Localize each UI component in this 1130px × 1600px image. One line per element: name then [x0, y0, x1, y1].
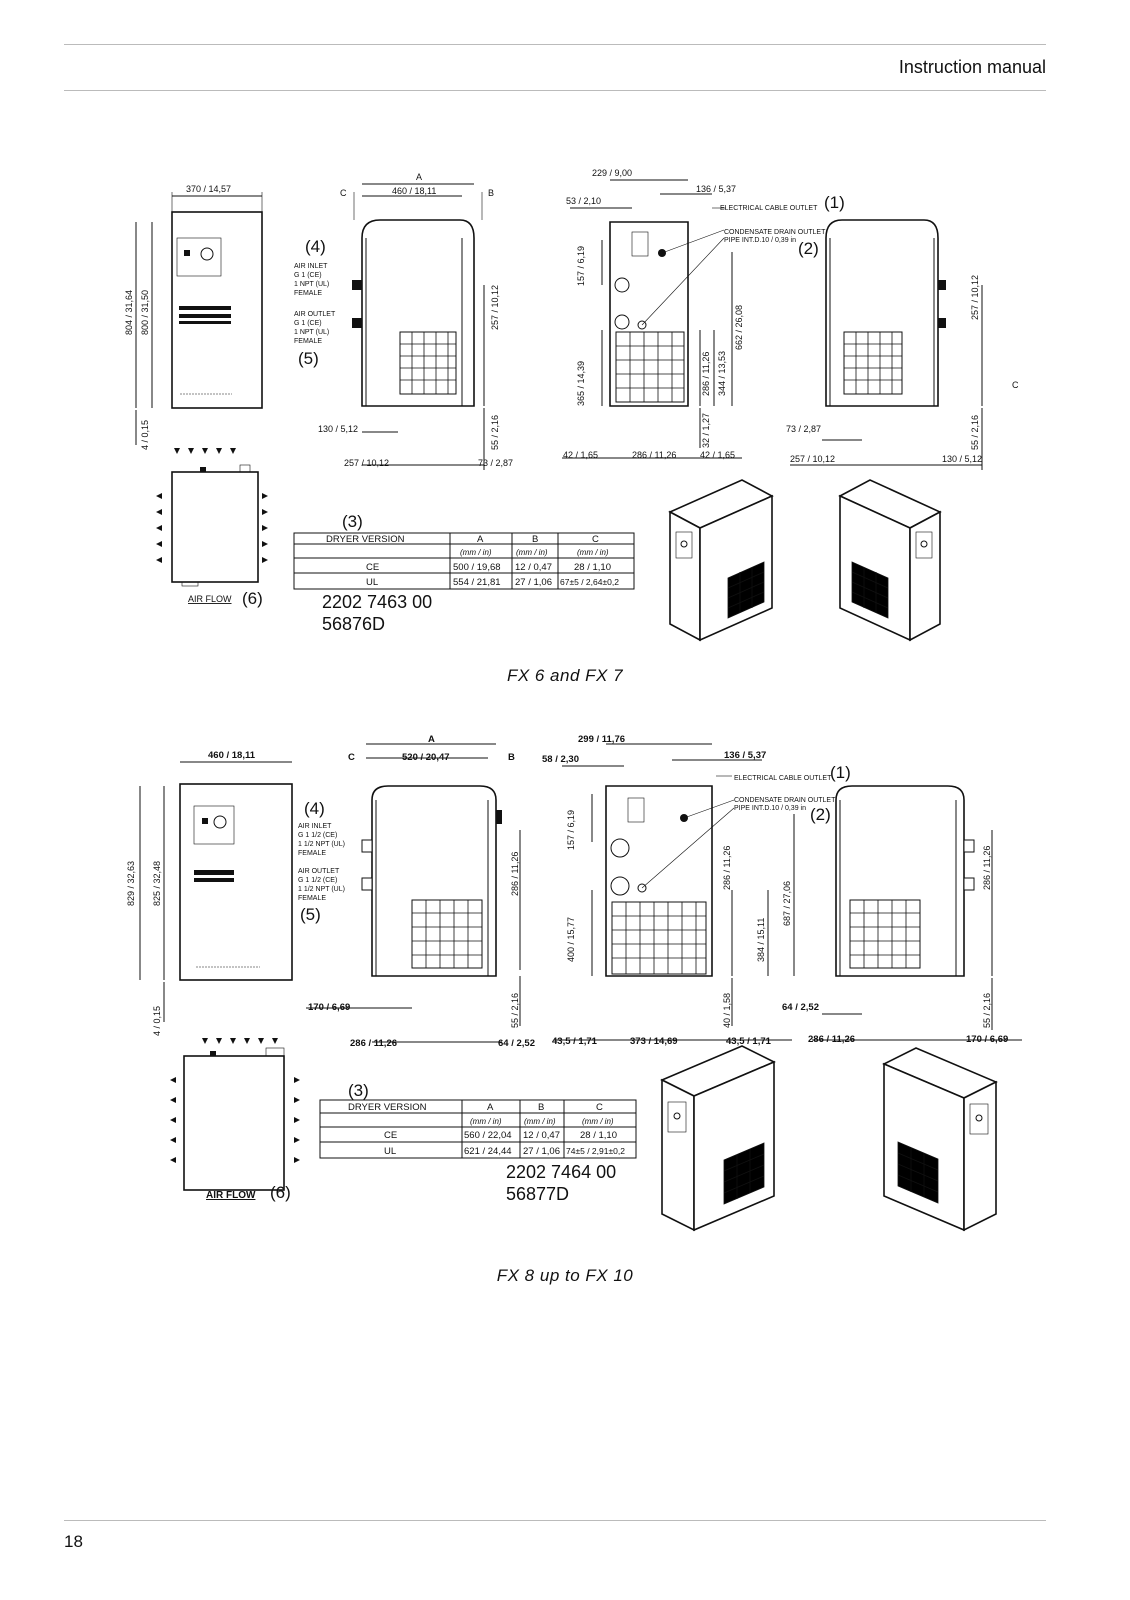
callout-5: (5): [298, 349, 319, 368]
table-row-ce-a: 560 / 22,04: [464, 1130, 512, 1141]
dim-C: C: [340, 188, 347, 198]
figure-caption-fx8-fx10: FX 8 up to FX 10: [496, 1266, 634, 1285]
air-outlet-label-2: 1 1/2 NPT (UL): [298, 886, 345, 893]
callout-6: (6): [270, 1183, 291, 1202]
label-drain-0: CONDENSATE DRAIN OUTLET: [734, 797, 836, 804]
side-view: [352, 184, 484, 470]
table-unit-b: (mm / in): [516, 548, 548, 557]
table-row-ce-b: 12 / 0,47: [523, 1130, 560, 1141]
dim-height-1: 804 / 31,64: [124, 289, 134, 335]
label-cable-outlet: ELECTRICAL CABLE OUTLET: [720, 205, 818, 212]
front-view: [140, 762, 292, 1022]
air-outlet-label-0: AIR OUTLET: [298, 868, 340, 875]
dim-rear-42a: 42 / 1,65: [563, 450, 599, 460]
table-unit-b: (mm / in): [524, 1117, 556, 1126]
table-row-ul-b: 27 / 1,06: [523, 1146, 560, 1157]
drawing-code: 56877D: [506, 1184, 570, 1204]
dim-rear-43a: 43,5 / 1,71: [552, 1036, 597, 1047]
header-rule-top: [64, 44, 1046, 45]
header-rule-bottom: [64, 90, 1046, 91]
table-unit-a: (mm / in): [470, 1117, 502, 1126]
dim-rear-687: 687 / 27,06: [782, 880, 792, 926]
table-unit-c: (mm / in): [582, 1117, 614, 1126]
callout-3: (3): [348, 1081, 369, 1100]
table-row-ul-c: 74±5 / 2,91±0,2: [566, 1146, 625, 1156]
dim-A: A: [428, 734, 435, 745]
label-drain-1: PIPE INT.D.10 / 0,39 in: [724, 237, 796, 244]
side-view: [306, 744, 520, 1042]
table-row-ce-c: 28 / 1,10: [574, 562, 611, 573]
dim-rear-157: 157 / 6,19: [566, 809, 576, 850]
air-outlet-label-2: 1 NPT (UL): [294, 329, 330, 336]
dim-r-64: 64 / 2,52: [782, 1002, 819, 1013]
dim-r-257b: 257 / 10,12: [790, 454, 836, 464]
dim-rear-662: 662 / 26,08: [734, 304, 744, 350]
figure-fx6-fx7-drawing: [122, 160, 1042, 660]
table-row-ce-a: 500 / 19,68: [453, 562, 501, 573]
dim-rear-157: 157 / 6,19: [576, 245, 586, 286]
dim-side-width: 460 / 18,11: [392, 186, 437, 196]
air-inlet-label-0: AIR INLET: [298, 823, 332, 830]
dim-height-1: 829 / 32,63: [126, 860, 136, 906]
dim-side-55: 55 / 2,16: [510, 992, 520, 1028]
table-row-ul-b: 27 / 1,06: [515, 577, 552, 588]
table-header-version: DRYER VERSION: [348, 1102, 427, 1113]
dim-B: B: [488, 188, 495, 198]
dim-rear-286: 286 / 11,26: [701, 351, 711, 396]
air-inlet-label-0: AIR INLET: [294, 263, 328, 270]
dim-rear-299: 299 / 11,76: [578, 734, 626, 745]
table-row-ce-version: CE: [384, 1130, 398, 1141]
isometric-view-1: [670, 480, 772, 640]
dim-rear-58: 58 / 2,30: [542, 754, 579, 765]
air-inlet-label-2: 1 NPT (UL): [294, 281, 330, 288]
dim-r-286: 286 / 11,26: [982, 845, 992, 890]
dim-side-130: 130 / 5,12: [318, 424, 359, 434]
dim-rear-32: 32 / 1,27: [701, 412, 711, 448]
dim-side-73: 73 / 2,87: [478, 458, 514, 468]
table-header-a: A: [487, 1102, 494, 1113]
dim-front-width: 370 / 14,57: [186, 184, 232, 194]
table-row-ce-c: 28 / 1,10: [580, 1130, 617, 1141]
dim-side-286b: 286 / 11,26: [350, 1038, 398, 1049]
rear-view: [554, 744, 794, 1040]
table-header-c: C: [596, 1102, 603, 1113]
table-unit-c: (mm / in): [577, 548, 609, 557]
air-inlet-label-3: FEMALE: [298, 850, 327, 857]
page-number: 18: [64, 1532, 83, 1551]
callout-5: (5): [300, 905, 321, 924]
table-header-a: A: [477, 534, 484, 545]
figure-fx8-fx10-svg: [122, 730, 1042, 1250]
table-row-ul-version: UL: [366, 577, 379, 588]
table-row-ce-b: 12 / 0,47: [515, 562, 552, 573]
callout-1: (1): [830, 763, 851, 782]
air-outlet-label-3: FEMALE: [298, 895, 327, 902]
part-number: 2202 7464 00: [506, 1162, 617, 1182]
label-drain-1: PIPE INT.D.10 / 0,39 in: [734, 805, 806, 812]
dim-rear-286: 286 / 11,26: [722, 845, 732, 890]
table-row-ul-version: UL: [384, 1146, 397, 1157]
air-inlet-label-3: FEMALE: [294, 290, 323, 297]
callout-6: (6): [242, 589, 263, 608]
dim-rear-136: 136 / 5,37: [724, 750, 767, 761]
table-header-b: B: [538, 1102, 545, 1113]
dim-B: B: [508, 752, 515, 763]
isometric-view-1: [662, 1046, 774, 1230]
dim-rear-286b: 286 / 11,26: [632, 450, 677, 460]
dim-r-55: 55 / 2,16: [982, 992, 992, 1028]
dim-side-286: 286 / 11,26: [510, 851, 520, 896]
table-header-c: C: [592, 534, 599, 545]
table-row-ul-a: 554 / 21,81: [453, 577, 501, 588]
dim-rear-43b: 43,5 / 1,71: [726, 1036, 771, 1047]
dim-front-width: 460 / 18,11: [208, 750, 256, 761]
table-header-b: B: [532, 534, 539, 545]
front-view: [136, 192, 262, 445]
callout-3: (3): [342, 512, 363, 531]
top-view: [170, 1038, 300, 1190]
figure-caption-fx6-fx7: FX 6 and FX 7: [506, 666, 624, 685]
dim-side-257: 257 / 10,12: [490, 284, 500, 330]
isometric-view-2: [840, 480, 940, 640]
air-inlet-label-2: 1 1/2 NPT (UL): [298, 841, 345, 848]
air-inlet-label-1: G 1 (CE): [294, 272, 322, 279]
isometric-view-2: [884, 1048, 996, 1230]
air-outlet-label-3: FEMALE: [294, 338, 323, 345]
table-unit-a: (mm / in): [460, 548, 492, 557]
rear-view: [562, 180, 742, 458]
callout-2: (2): [810, 805, 831, 824]
dim-height-2: 800 / 31,50: [140, 289, 150, 335]
dim-foot: 4 / 0,15: [152, 1005, 162, 1036]
dim-A: A: [416, 172, 423, 182]
air-outlet-label-1: G 1 (CE): [294, 320, 322, 327]
dim-rear-40: 40 / 1,58: [722, 992, 732, 1028]
dim-rear-136: 136 / 5,37: [696, 184, 737, 194]
dim-r-73: 73 / 2,87: [786, 424, 822, 434]
table-header-version: DRYER VERSION: [326, 534, 405, 545]
dim-foot: 4 / 0,15: [140, 419, 150, 450]
dim-side-55: 55 / 2,16: [490, 414, 500, 450]
dim-r-55: 55 / 2,16: [970, 414, 980, 450]
table-row-ul-a: 621 / 24,44: [464, 1146, 512, 1157]
table-row-ul-c: 67±5 / 2,64±0,2: [560, 577, 619, 587]
dim-rear-344: 344 / 13,53: [717, 350, 727, 396]
dim-side-257b: 257 / 10,12: [344, 458, 390, 468]
label-cable-outlet: ELECTRICAL CABLE OUTLET: [734, 775, 832, 782]
callout-1: (1): [824, 193, 845, 212]
callout-4: (4): [305, 237, 326, 256]
dim-rear-42b: 42 / 1,65: [700, 450, 736, 460]
dim-rear-384: 384 / 15,11: [756, 917, 766, 962]
label-drain-0: CONDENSATE DRAIN OUTLET: [724, 229, 826, 236]
dim-r-130: 130 / 5,12: [942, 454, 983, 464]
dim-rear-365: 365 / 14,39: [576, 360, 586, 406]
label-airflow: AIR FLOW: [188, 594, 232, 604]
figure-fx8-fx10-drawing: [122, 730, 1042, 1250]
air-inlet-label-1: G 1 1/2 (CE): [298, 832, 338, 839]
dim-rear-53: 53 / 2,10: [566, 196, 602, 206]
callout-2: (2): [798, 239, 819, 258]
figure-fx6-fx7-svg: [122, 160, 1042, 660]
part-number: 2202 7463 00: [322, 592, 433, 612]
table-row-ce-version: CE: [366, 562, 380, 573]
dim-r-257: 257 / 10,12: [970, 274, 980, 320]
footer-rule: [64, 1520, 1046, 1521]
dim-side-width: 520 / 20,47: [402, 752, 450, 763]
dim-rear-229: 229 / 9,00: [592, 168, 633, 178]
dim-r-286b: 286 / 11,26: [808, 1034, 856, 1045]
page-header-title: Instruction manual: [898, 57, 1046, 77]
dim-height-2: 825 / 32,48: [152, 860, 162, 906]
dim-r-170: 170 / 6,69: [966, 1034, 1009, 1045]
air-outlet-label-0: AIR OUTLET: [294, 311, 336, 318]
label-airflow: AIR FLOW: [206, 1190, 256, 1201]
dim-r-C: C: [1012, 380, 1019, 390]
drawing-code: 56876D: [322, 614, 386, 634]
air-outlet-label-1: G 1 1/2 (CE): [298, 877, 338, 884]
dim-rear-373: 373 / 14,69: [630, 1036, 678, 1047]
top-view: [156, 448, 268, 586]
callout-4: (4): [304, 799, 325, 818]
dim-rear-400: 400 / 15,77: [566, 916, 576, 962]
dim-C: C: [348, 752, 355, 763]
dim-side-170: 170 / 6,69: [308, 1002, 351, 1013]
dim-side-64: 64 / 2,52: [498, 1038, 535, 1049]
